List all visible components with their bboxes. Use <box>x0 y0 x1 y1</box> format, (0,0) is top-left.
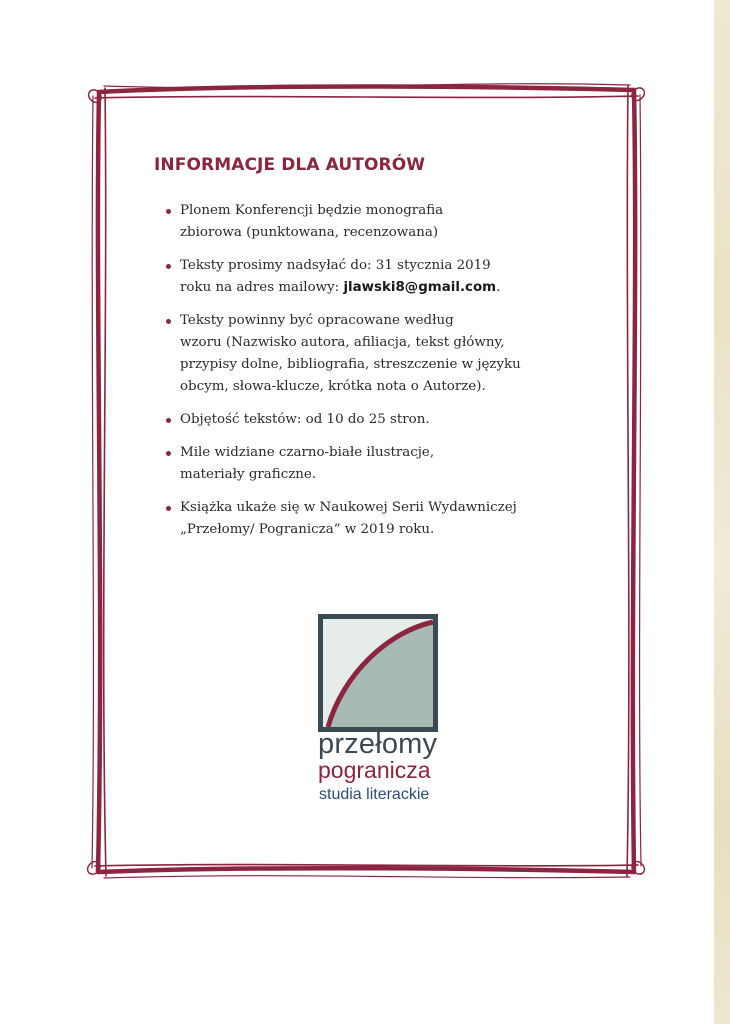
list-item <box>166 442 586 486</box>
list-item <box>166 409 586 431</box>
bullet-icon <box>166 264 171 269</box>
bullet-list <box>166 200 586 552</box>
logo-word-przelomy: przełomy <box>318 728 438 760</box>
list-item <box>166 200 586 244</box>
logo-word-pogranicza: pogranicza <box>318 757 431 783</box>
list-item <box>166 255 586 299</box>
bullet-icon <box>166 319 171 324</box>
list-item <box>166 310 586 398</box>
bullet-icon <box>166 451 171 456</box>
bullet-icon <box>166 209 171 214</box>
logo-subtitle: studia literackie <box>319 786 430 803</box>
email-prefix: roku na adres mailowy: <box>180 280 344 295</box>
item-text-line: wzoru (Nazwisko autora, afiliacja, tekst główny, <box>180 335 505 350</box>
item-text-line: Objętość tekstów: od 10 do 25 stron. <box>180 412 430 427</box>
page-heading: INFORMACJE DLA AUTORÓW <box>154 155 426 175</box>
item-text-line: Plonem Konferencji będzie monografia <box>180 203 444 218</box>
email-address: jlawski8@gmail.com <box>343 280 497 295</box>
bullet-icon <box>166 506 171 511</box>
item-text-line: Mile widziane czarno-białe ilustracje, <box>180 445 435 460</box>
item-text-line: zbiorowa (punktowana, recenzowana) <box>180 225 439 240</box>
bullet-icon <box>166 418 171 423</box>
item-text-line: Teksty prosimy nadsyłać do: 31 stycznia 2019 <box>180 258 491 273</box>
item-text-line: obcym, słowa-klucze, krótka nota o Autorze). <box>180 379 486 394</box>
list-item <box>166 497 586 541</box>
logo-mark-icon <box>318 614 438 732</box>
item-text-line <box>180 277 586 299</box>
item-text-line: przypisy dolne, bibliografia, streszczenie w języku <box>180 357 521 372</box>
item-text-line: „Przełomy/ Pogranicza” w 2019 roku. <box>180 522 435 537</box>
email-suffix: . <box>496 280 501 295</box>
item-text-line: Książka ukaże się w Naukowej Serii Wydawniczej <box>180 500 517 515</box>
item-text-line: materiały graficzne. <box>180 467 317 482</box>
item-text-line: Teksty powinny być opracowane według <box>180 313 454 328</box>
